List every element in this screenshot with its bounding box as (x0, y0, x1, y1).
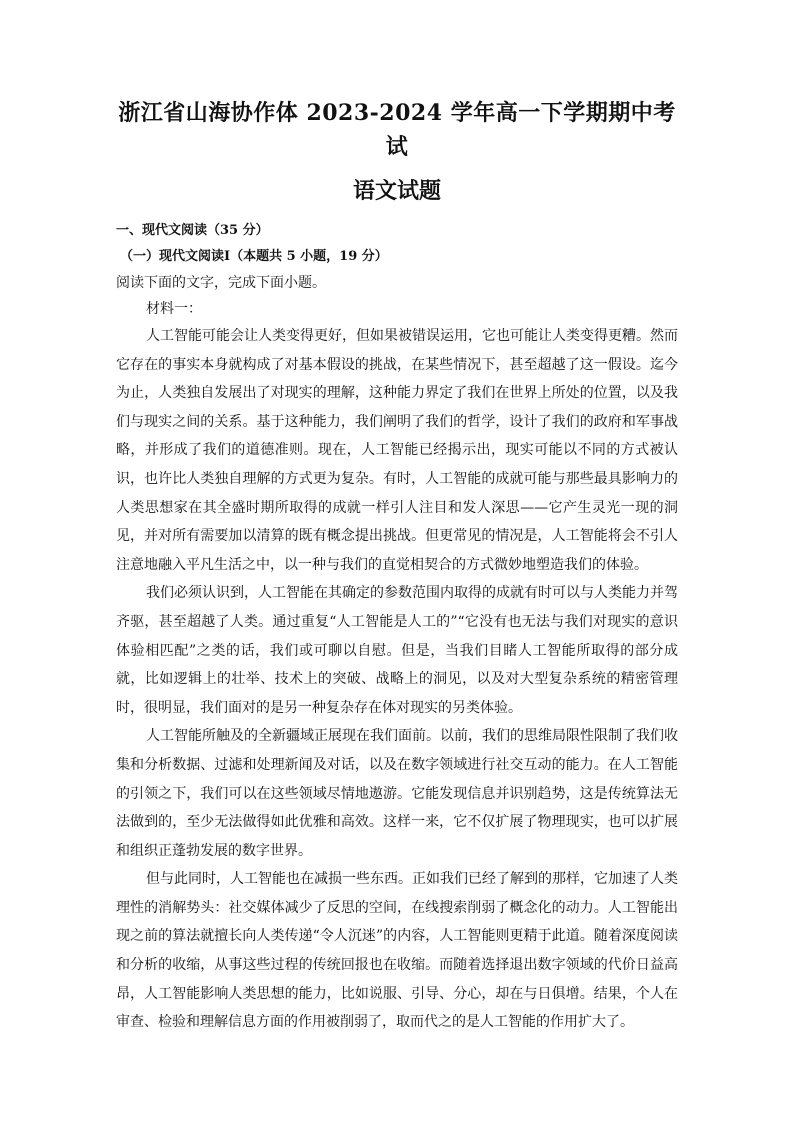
material-label: 材料一： (146, 301, 202, 317)
body-paragraph: 人工智能可能会让人类变得更好，但如果被错误运用，它也可能让人类变得更糟。然而它存在的事实本身就构成了对基本假设的挑战，在某些情况下，甚至超越了这一假设。迄今为止，人类独自发展出了对现实的理解，这种能力界定了我们在世界上所处的位置，以及我们与现实之间的关系。基于这种能力，我们阐明了我们的哲学，设计了我们的政府和军事战略，并形成了我们的道德准则。现在，人工智能已经揭示出，现实可能以不同的方式被认识，也许比人类独自理解的方式更为复杂。有时，人工智能的成就可能与那些最具影响力的人类思想家在其全盛时期所取得的成就一样引人注目和发人深思——它产生灵光一现的洞见，并对所有需要加以清算的既有概念提出挑战。但更常见的情况是，人工智能将会不引人注意地融入平凡生活之中，以一种与我们的直觉相契合的方式微妙地塑造我们的体验。 (116, 328, 678, 573)
reading-instruction: 阅读下面的文字，完成下面小题。 (116, 275, 326, 291)
body-paragraph: 人工智能所触及的全新疆域正展现在我们面前。以前，我们的思维局限性限制了我们收集和分析数据、过滤和处理新闻及对话，以及在数字领域进行社交互动的能力。在人工智能的引领之下，我们可以在这些领域尽情地遨游。它能发现信息并识别趋势，这是传统算法无法做到的，至少无法做得如此优雅和高效。这样一来，它不仅扩展了物理现实，也可以扩展和组织正蓬勃发展的数字世界。 (116, 728, 678, 859)
exam-subtitle: 语文试题 (352, 178, 441, 204)
exam-title: 浙江省山海协作体 2023-2024 学年高一下学期期中考试 (118, 100, 676, 160)
subsection-heading: （一）现代文阅读Ⅰ（本题共 5 小题，19 分） (120, 249, 388, 264)
body-paragraph: 但与此同时，人工智能也在减损一些东西。正如我们已经了解到的那样，它加速了人类理性的消解势头：社交媒体减少了反思的空间，在线搜索削弱了概念化的动力。人工智能出现之前的算法就擅长向人类传递“令人沉迷”的内容，人工智能则更精于此道。随着深度阅读和分析的收缩，从事这些过程的传统回报也在收缩。而随着选择退出数字领域的代价日益高昂，人工智能影响人类思想的能力，比如说服、引导、分心，却在与日俱增。结果，个人在审查、检验和理解信息方面的作用被削弱了，取而代之的是人工智能的作用扩大了。 (116, 871, 678, 1031)
section-heading: 一、现代文阅读（35 分） (116, 223, 269, 238)
body-paragraph: 我们必须认识到，人工智能在其确定的参数范围内取得的成就有时可以与人类能力并驾齐驱，甚至超越了人类。通过重复“人工智能是人工的”“它没有也无法与我们对现实的意识体验相匹配”之类的话，我们或可聊以自慰。但是，当我们目睹人工智能所取得的部分成就，比如逻辑上的壮举、技术上的突破、战略上的洞见，以及对大型复杂系统的精密管理时，很明显，我们面对的是另一种复杂存在体对现实的另类体验。 (116, 585, 678, 716)
